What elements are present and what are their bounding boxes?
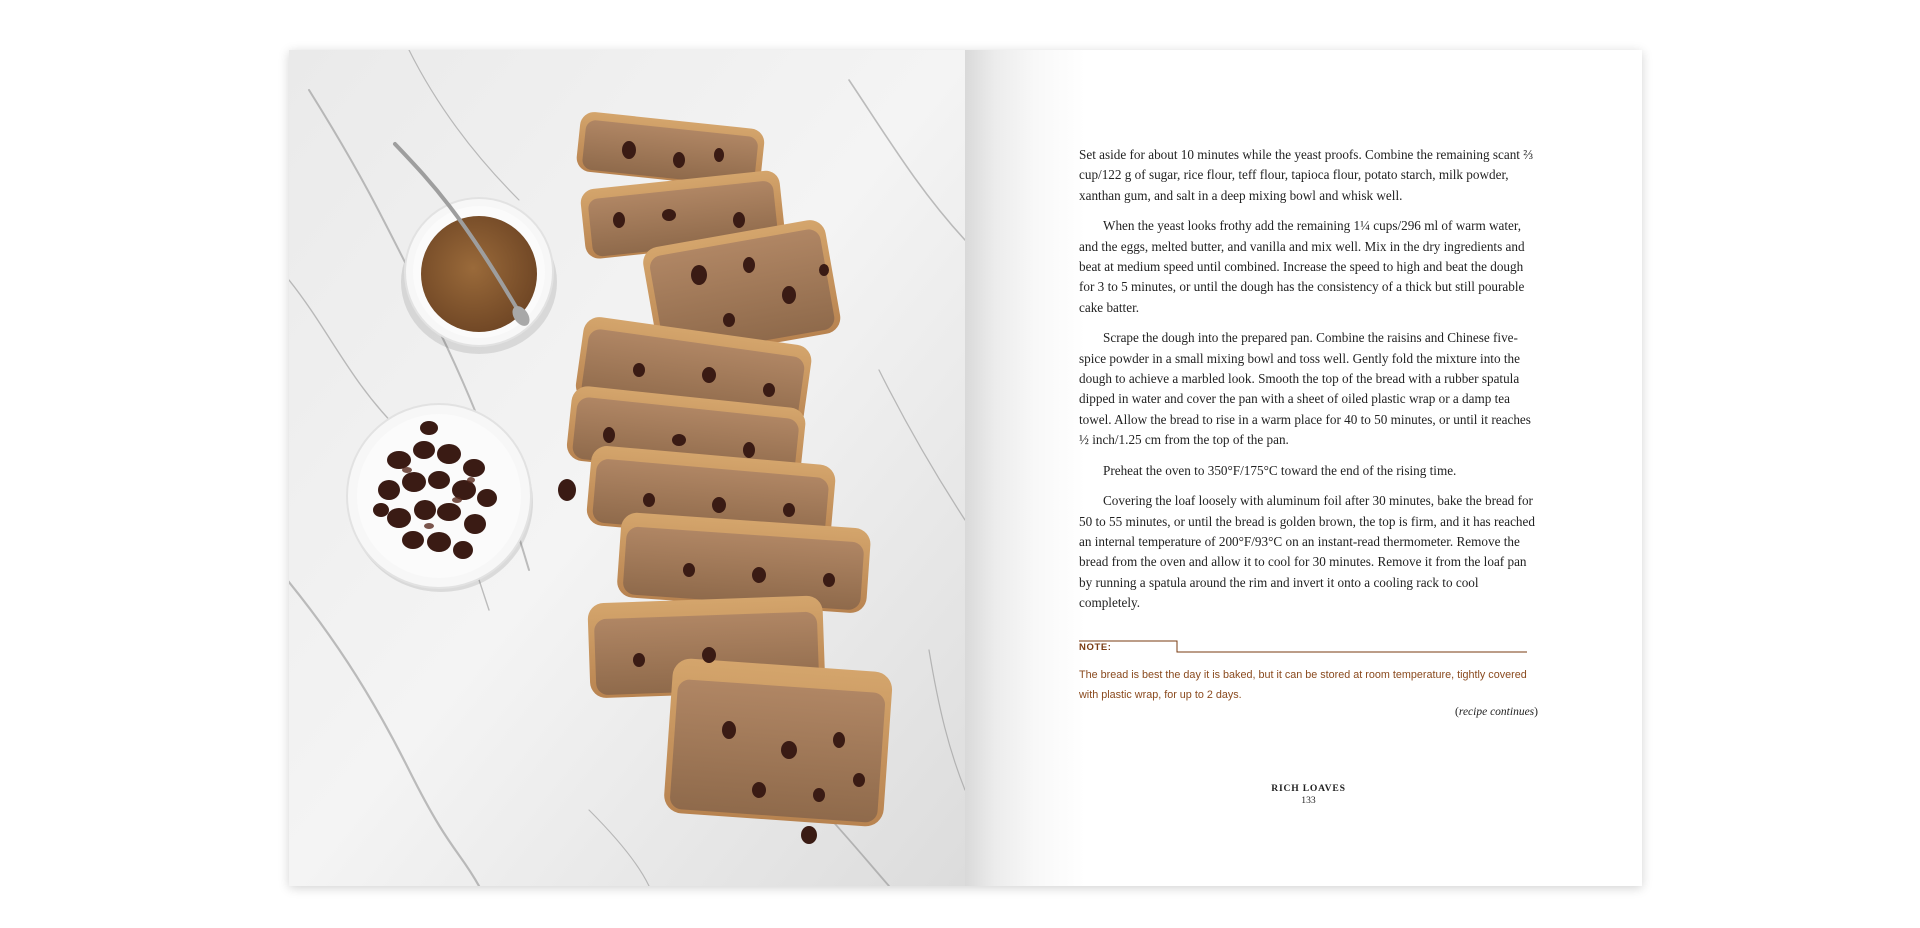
photo-page: [289, 50, 965, 886]
note-box: [1079, 640, 1538, 705]
recipe-body: [1079, 145, 1538, 624]
note-rule: [1079, 640, 1527, 654]
paren-open: (: [1455, 706, 1459, 718]
note-label: NOTE:: [1079, 642, 1112, 653]
note-text: The bread is best the day it is baked, but it can be stored at room temperature, tightly covered with plastic wrap, for up to 2 days.: [1079, 669, 1527, 701]
note-header: [1079, 640, 1538, 654]
paragraph: Covering the loaf loosely with aluminum foil after 30 minutes, bake the bread for 50 to 55 minutes, or until the bread is golden brown, the top is firm, and it has reached an internal temperature of 200°F/93°C on an instant-read thermometer. Remove the bread from the oven and allow it to cool for 30 minutes. Remove it from the loaf pan by running a spatula around the rim and invert it onto a cooling rack to cool completely.: [1079, 493, 1535, 611]
book-spread: [289, 50, 1642, 886]
paragraph: Set aside for about 10 minutes while the yeast proofs. Combine the remaining scant ⅔ cup/122 g of sugar, rice flour, teff flour, tapioca flour, potato starch, milk powder, xanthan gum, and salt in a deep mixing bowl and whisk well.: [1079, 147, 1534, 203]
page-number: 133: [1301, 795, 1316, 806]
paragraph: Scrape the dough into the prepared pan. Combine the raisins and Chinese five-spice powder in a small mixing bowl and toss well. Gently fold the mixture into the dough to achieve a marbled look. Smooth the top of the bread with a rubber spatula dipped in water and cover the pan with a sheet of oiled plastic wrap or a damp tea towel. Allow the bread to rise in a warm place for 40 to 50 minutes, or until it reaches ½ inch/1.25 cm from the top of the pan.: [1079, 330, 1531, 448]
folio: [1079, 782, 1538, 807]
recipe-photo: [289, 50, 965, 886]
continues-text: recipe continues: [1458, 706, 1535, 718]
paragraph: Preheat the oven to 350°F/175°C toward the end of the rising time.: [1103, 462, 1457, 478]
recipe-continues: [1079, 706, 1538, 718]
text-page: [965, 50, 1642, 886]
section-title: RICH LOAVES: [1271, 783, 1346, 794]
paragraph: When the yeast looks frothy add the remaining 1¼ cups/296 ml of warm water, and the eggs, melted butter, and vanilla and mix well. Mix in the dry ingredients and beat at medium speed until combined. Increase the speed to high and beat the dough for 3 to 5 minutes, or until the dough has the consistency of a thick but still pourable cake batter.: [1079, 218, 1525, 315]
paren-close: ): [1534, 706, 1538, 718]
